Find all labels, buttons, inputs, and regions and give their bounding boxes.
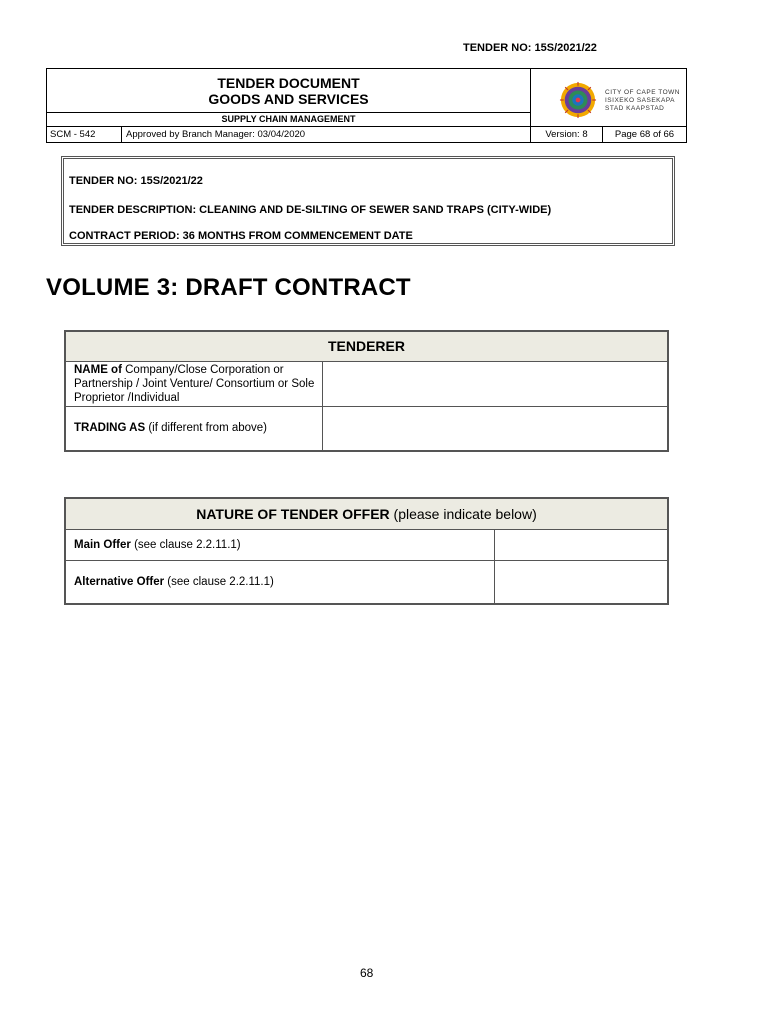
page-number: 68 [360, 966, 374, 980]
city-logo [531, 69, 686, 127]
logo-text-line2: ISIXEKO SASEKAPA [605, 97, 676, 104]
city-logo-text [605, 89, 680, 113]
desc-contract-period: CONTRACT PERIOD: 36 MONTHS FROM COMMENCEMENT DATE [69, 230, 413, 242]
main-offer-label-rest: (see clause 2.2.11.1) [130, 538, 241, 551]
header-subtitle: SUPPLY CHAIN MANAGEMENT [47, 113, 531, 127]
document-header [46, 68, 687, 143]
header-title-line2: GOODS AND SERVICES [208, 91, 369, 107]
scm-number: SCM - 542 [47, 127, 122, 142]
header-title-line1: TENDER DOCUMENT [217, 75, 360, 91]
tenderer-heading: TENDERER [65, 331, 668, 361]
trading-as-label [65, 406, 323, 451]
company-name-field[interactable] [323, 361, 669, 406]
tenderer-table [64, 330, 669, 452]
alternative-offer-field[interactable] [495, 560, 669, 604]
company-name-label-bold: NAME of [74, 363, 122, 376]
offer-heading-rest: (please indicate below) [389, 505, 537, 522]
top-tender-number: TENDER NO: 15S/2021/22 [463, 42, 597, 54]
logo-text-line3: STAD KAAPSTAD [605, 105, 665, 112]
desc-tender-description: TENDER DESCRIPTION: CLEANING AND DE-SILTING OF SEWER SAND TRAPS (CITY-WIDE) [69, 204, 552, 216]
approval-note: Approved by Branch Manager: 03/04/2020 [122, 127, 531, 142]
main-offer-label-bold: Main Offer [74, 538, 131, 551]
offer-table [64, 497, 669, 605]
page-count-label: Page 68 of 66 [614, 129, 675, 140]
company-name-label-rest: Company/Close Corporation or Partnership / Joint Venture/ Consortium or Sole Proprietor /Individual [74, 363, 315, 404]
alternative-offer-label-bold: Alternative Offer [74, 575, 165, 588]
alternative-offer-label-rest: (see clause 2.2.11.1) [164, 575, 274, 588]
trading-as-field[interactable] [323, 406, 669, 451]
trading-as-label-rest: (if different from above) [145, 422, 268, 435]
offer-heading-bold: NATURE OF TENDER OFFER [196, 505, 390, 522]
city-emblem-icon [559, 81, 597, 119]
alternative-offer-label [65, 560, 495, 604]
main-offer-field[interactable] [495, 529, 669, 560]
logo-text-line1: CITY OF CAPE TOWN [605, 89, 680, 96]
trading-as-label-bold: TRADING AS [74, 422, 146, 435]
header-title [47, 69, 531, 113]
main-offer-label [65, 529, 495, 560]
desc-tender-number: TENDER NO: 15S/2021/22 [69, 175, 203, 187]
version-label: Version: 8 [531, 127, 603, 142]
company-name-label [65, 361, 323, 406]
tender-description-box [61, 156, 675, 246]
offer-heading [65, 498, 668, 529]
volume-title: VOLUME 3: DRAFT CONTRACT [46, 274, 411, 301]
